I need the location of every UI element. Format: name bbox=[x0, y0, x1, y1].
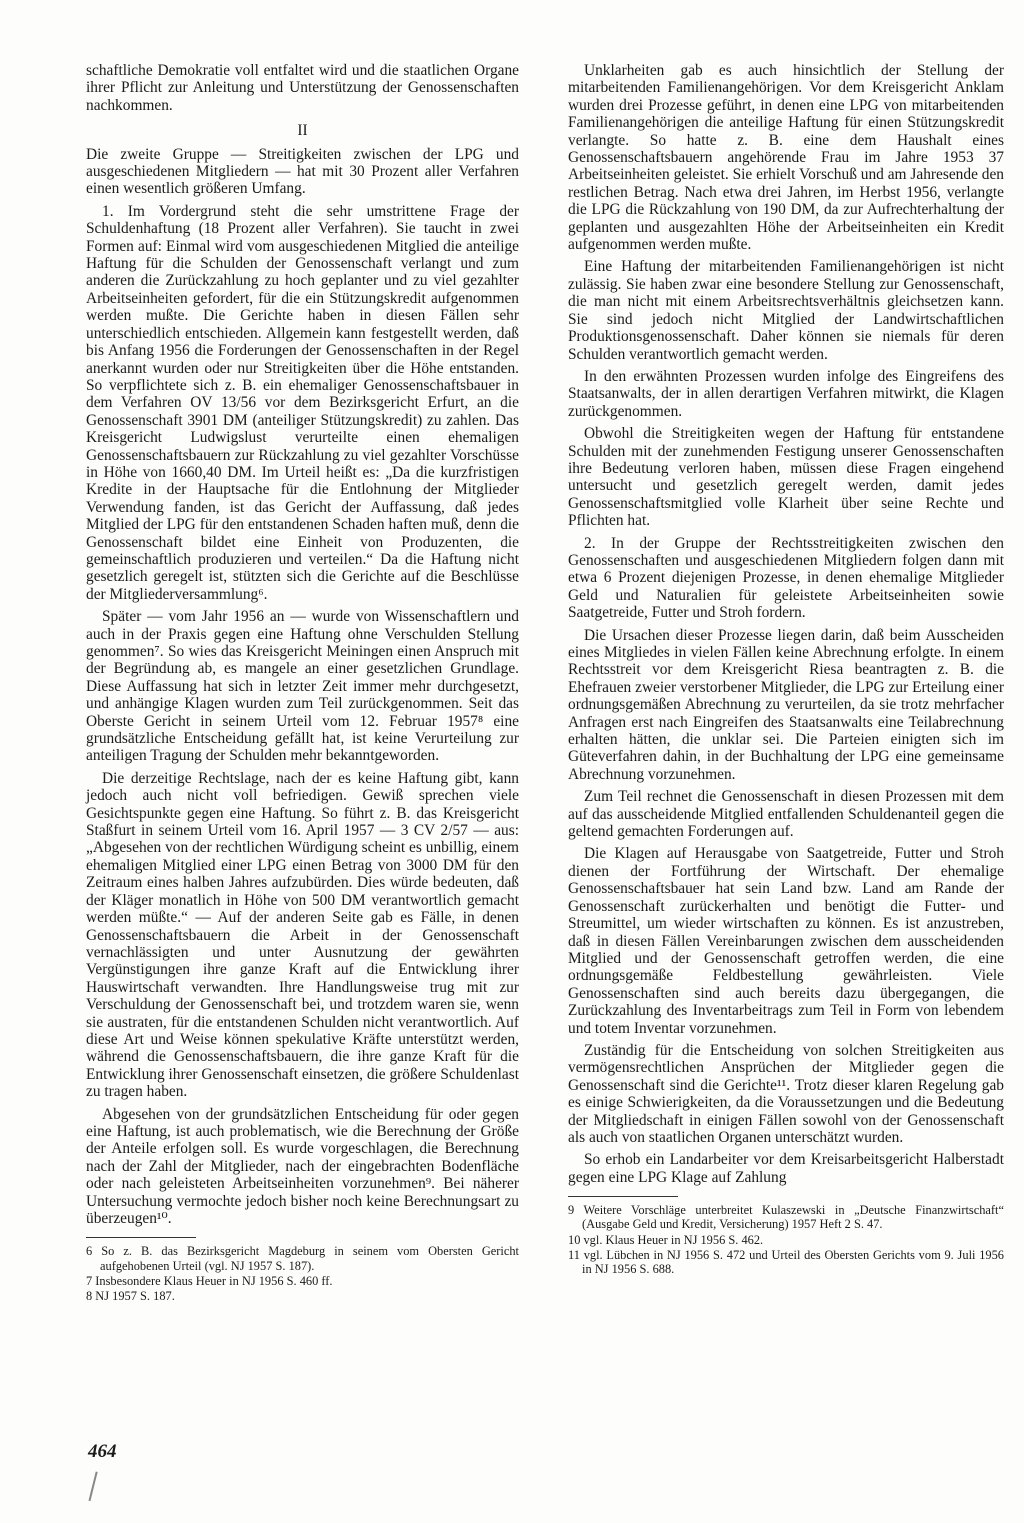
right-paragraph: Die Ursachen dieser Prozesse liegen darin, daß beim Ausscheiden eines Mitgliedes in vielen Fällen keine Abrechnung erfolgte. In einem Rechtsstreit vor dem Kreisgericht Riesa beantragten z. B. die Ehefrauen zweier verstorbener Mitglieder, die LPG zur Erteilung einer ordnungsgemäßen Abrechnung zu verurteilen, da sie trotz mehrfacher Anfragen erst nach Eingreifen des Staatsanwalts eine Teilabrechnung erhalten hätten, die unklar sei. Die Parteien einigten sich im Güteverfahren dahin, in der Buchhaltung der LPG eine gemeinsame Abrechnung vorzunehmen. bbox=[568, 626, 1004, 783]
scan-edge-mark bbox=[88, 1471, 103, 1502]
footnote-divider bbox=[568, 1196, 678, 1197]
intro-paragraph: schaftliche Demokratie voll entfaltet wird und die staatlichen Organe ihrer Pflicht zur Anleitung und Unterstützung der Genossenschaften nachkommen. bbox=[86, 62, 519, 114]
right-paragraph: Zum Teil rechnet die Genossenschaft in diesen Prozessen mit dem auf das ausscheidende Mitglied entfallenden Schuldenanteil gegen die geltend gemachten Forderungen auf. bbox=[568, 788, 1004, 841]
footnote: 9 Weitere Vorschläge unterbreitet Kulaszewski in „Deutsche Finanzwirtschaft“ (Ausgabe Geld und Kredit, Versicherung) 1957 Heft 2 S. 47. bbox=[568, 1203, 1004, 1232]
right-paragraph: 2. In der Gruppe der Rechtsstreitigkeiten zwischen den Genossenschaften und ausgeschiedenen Mitgliedern folgen dann mit etwa 6 Prozent diejenigen Prozesse, in denen ehemalige Mitglieder Geld und Naturalien für geleistete Arbeitseinheiten sowie Saatgetreide, Futter und Stroh fordern. bbox=[568, 534, 1004, 622]
right-paragraph: So erhob ein Landarbeiter vor dem Kreisarbeitsgericht Halberstadt gegen eine LPG Klage auf Zahlung bbox=[568, 1151, 1004, 1186]
right-paragraph: Unklarheiten gab es auch hinsichtlich der Stellung der mitarbeitenden Familienangehörigen. Vor dem Kreisgericht Anklam wurden drei Prozesse geführt, in denen eine LPG von mitarbeitenden Familienangehörigen die anteilige Haftung für einen Stützungskredit verlangte. So hatte z. B. eine dem Haushalt eines Genossenschaftsbauern angehörende Frau im Jahre 1953 37 Arbeitseinheiten geleistet. Sie erhielt Vorschuß und am Jahresende den restlichen Betrag. Nach etwa drei Jahren, im Herbst 1956, verlangte die LPG die Rückzahlung von 190 DM, da zur Aufrechterhaltung der geplanten und ausgezahlten Höhe der Arbeitseinheiten ein Kredit aufgenommen werden mußte. bbox=[568, 62, 1004, 254]
left-column bbox=[86, 62, 519, 1304]
left-footnotes bbox=[86, 1244, 519, 1303]
footnote: 7 Insbesondere Klaus Heuer in NJ 1956 S. 460 ff. bbox=[86, 1273, 333, 1288]
left-paragraph: Später — vom Jahr 1956 an — wurde von Wissenschaftlern und auch in der Praxis gegen eine Haftung ohne Verschulden Stellung genommen⁷. So wies das Kreisgericht Meiningen einen Anspruch mit der Begründung ab, es mangele an einer gesetzlichen Grundlage. Diese Auffassung hat sich in letzter Zeit immer mehr durchgesetzt, und anhängige Klagen wurden zum Teil zurückgenommen. Seit das Oberste Gericht in seinem Urteil vom 12. Februar 1957⁸ eine grundsätzliche Entscheidung gefällt hat, ist keine Verurteilung zur anteiligen Tragung der Schulden mehr bekanntgeworden. bbox=[86, 608, 519, 765]
right-paragraph: Eine Haftung der mitarbeitenden Familienangehörigen ist nicht zulässig. Sie haben zwar eine besondere Stellung zur Genossenschaft, die man nicht mit einem Arbeitsrechtsverhältnis gleichsetzen kann. Sie sind jedoch nicht Mitglied der Landwirtschaftlichen Produktionsgenossenschaft. Daher können sie niemals für deren Schulden verantwortlich gemacht werden. bbox=[568, 258, 1004, 363]
right-paragraph: Zuständig für die Entscheidung von solchen Streitigkeiten aus vermögensrechtlichen Ansprüchen der Mitglieder gegen die Genossenschaft sind die Gerichte¹¹. Trotz dieser klaren Regelung gab es einige Schwierigkeiten, da die Voraussetzungen und die Bedeutung der Mitgliedschaft in einigen Fällen sowohl von der Genossenschaft als auch von staatlichen Organen unterschätzt wurden. bbox=[568, 1041, 1004, 1146]
right-column bbox=[568, 62, 1004, 1277]
left-paragraph: Die derzeitige Rechtslage, nach der es keine Haftung gibt, kann jedoch auch nicht voll befriedigen. Gewiß sprechen viele Gesichtspunkte gegen eine Haftung. So führt z. B. das Kreisgericht Staßfurt in seinem Urteil vom 16. April 1957 — 3 CV 2/57 — aus: „Abgesehen von der rechtlichen Würdigung scheint es unbillig, einem ehemaligen Mitglied einer LPG einen Betrag von 3000 DM für den Zeitraum eines halben Jahres aufzubürden. Dies würde bedeuten, daß der Kläger monatlich in Höhe von 500 DM verantwortlich gemacht werden müßte.“ — Auf der anderen Seite gab es Fälle, in denen Genossenschaftsbauern die Arbeit in der Genossenschaft vernachlässigten und unter Ausnutzung der gewährten Vergünstigungen ihre ganze Kraft auf die Entwicklung ihrer Hauswirtschaft verwandten. Ihre Handlungsweise trug mit zur Verschuldung der Genossenschaft bei, und trotzdem waren sie, wenn sie austraten, für die entstandenen Schulden nicht verantwortlich. Auf diese Art und Weise können spekulative Kräfte unterstützt werden, während die Genossenschaftsbauern, die ihre ganze Kraft für die Entwicklung ihrer Genossenschaft einsetzen, die größere Schuldenlast zu tragen haben. bbox=[86, 769, 519, 1101]
footnote: 10 vgl. Klaus Heuer in NJ 1956 S. 462. bbox=[568, 1232, 764, 1247]
right-paragraph: Die Klagen auf Herausgabe von Saatgetreide, Futter und Stroh dienen der Fortführung der Wirtschaft. Der ehemalige Genossenschaftsbauer hat sein Land bzw. Land am Rande der Genossenschaft zurückerhalten und benötigt die Futter- und Streumittel, um wieder wirtschaften zu können. Es ist anzustreben, daß in diesen Fällen Vereinbarungen zwischen dem ausscheidenden Mitglied und der Genossenschaft getroffen werden, die eine ordnungsgemäße Feldbestellung gewährleisten. Viele Genossenschaften sind auch bereits dazu übergegangen, die Zurückzahlung des Inventarbeitrags zum Teil in Form von lebendem und totem Inventar vorzunehmen. bbox=[568, 845, 1004, 1037]
left-paragraph: Die zweite Gruppe — Streitigkeiten zwischen der LPG und ausgeschiedenen Mitgliedern — hat mit 30 Prozent aller Verfahren einen wesentlich größeren Umfang. bbox=[86, 145, 519, 198]
footnote-divider bbox=[86, 1237, 196, 1238]
footnote: 8 NJ 1957 S. 187. bbox=[86, 1289, 175, 1304]
left-paragraph: Abgesehen von der grundsätzlichen Entscheidung für oder gegen eine Haftung, ist auch problematisch, wie die Berechnung der Größe der Anteile erfolgen soll. Es wurde vorgeschlagen, die Berechnung nach der Zahl der Mitglieder, nach der eingebrachten Bodenfläche oder nach geleisteten Arbeitseinheiten vorzunehmen⁹. Bei näherer Untersuchung vermochte jedoch bisher noch keine Berechnungsart zu überzeugen¹⁰. bbox=[86, 1105, 519, 1227]
right-footnotes bbox=[568, 1203, 1004, 1276]
footnote: 11 vgl. Lübchen in NJ 1956 S. 472 und Urteil des Obersten Gerichts vom 9. Juli 1956 in NJ 1956 S. 688. bbox=[568, 1247, 1004, 1276]
right-paragraph: Obwohl die Streitigkeiten wegen der Haftung für entstandene Schulden mit der zunehmenden Festigung unserer Genossenschaften ihre Bedeutung verloren haben, müssen diese Fragen eingehend untersucht und gesetzlich geregelt werden, damit jedes Genossenschaftsmitglied volle Klarheit über seine Rechte und Pflichten hat. bbox=[568, 425, 1004, 530]
page-number: 464 bbox=[88, 1441, 117, 1462]
right-paragraph: In den erwähnten Prozessen wurden infolge des Eingreifens des Staatsanwalts, der in allen derartigen Verfahren mitwirkt, die Klagen zurückgenommen. bbox=[568, 367, 1004, 420]
section-heading: II bbox=[297, 122, 308, 140]
left-paragraph: 1. Im Vordergrund steht die sehr umstrittene Frage der Schuldenhaftung (18 Prozent aller Verfahren). Sie taucht in zwei Formen auf: Einmal wird vom ausgeschiedenen Mitglied die anteilige Haftung für die Schulden der Genossenschaft verlangt und zum anderen die Zurückzahlung zu hoch geplanter und zu viel gezahlter Arbeitseinheiten gefordert, für die ein Stützungskredit aufgenommen werden mußte. Die Gerichte haben in diesen Fällen sehr unterschiedlich entschieden. Allgemein kann festgestellt werden, daß bis Anfang 1956 die Forderungen der Genossenschaften in der Regel anerkannt wurden oder nur Streitigkeiten über die Höhe entstanden. So verpflichtete sich z. B. ein ehemaliger Genossenschaftsbauer in dem Verfahren OV 13/56 vor dem Bezirksgericht Erfurt, an die Genossenschaft 3901 DM (anteiliger Stützungskredit) zu zahlen. Das Kreisgericht Ludwigslust verurteilte einen ehemaligen Genossenschaftsbauern zur Rückzahlung zu viel gezahlter Vorschüsse in Höhe von 1660,40 DM. Im Urteil heißt es: „Da die kurzfristigen Kredite in der Hauptsache für die Entlohnung der Mitglieder Verwendung fanden, ist das Gericht der Auffassung, daß jedes Mitglied der LPG für den entstandenen Schaden haften muß, denn die Genossenschaft bildet eine Einheit von Produzenten, die gemeinschaftlich produzieren und verteilen.“ Da die Haftung nicht gesetzlich geregelt ist, stützten sich die Gerichte auf die Beschlüsse der Mitgliederversammlung⁶. bbox=[86, 202, 519, 603]
footnote: 6 So z. B. das Bezirksgericht Magdeburg in seinem vom Obersten Gericht aufgehobenen Urteil (vgl. NJ 1957 S. 187). bbox=[86, 1244, 519, 1273]
